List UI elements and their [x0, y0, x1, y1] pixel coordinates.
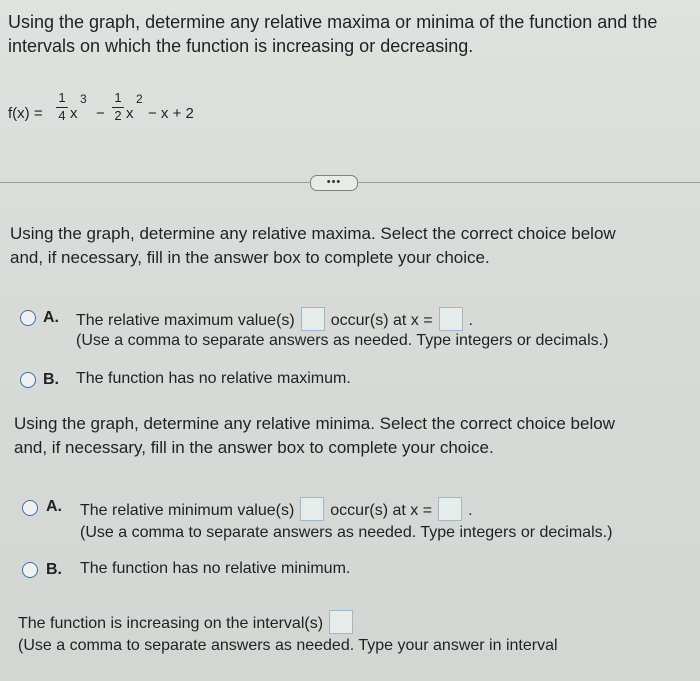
minima-option-b-letter: B. — [46, 561, 62, 578]
minima-a-text-middle: occur(s) at x = — [330, 502, 433, 519]
maxima-a-text-middle: occur(s) at x = — [330, 312, 433, 329]
exponent-2: 2 — [136, 92, 143, 106]
maxima-option-b-text: The function has no relative maximum. — [76, 370, 351, 387]
minima-prompt-line-2: and, if necessary, fill in the answer box to complete your choice. — [14, 438, 494, 457]
maxima-option-b-letter: B. — [43, 371, 59, 388]
fraction-numerator: 1 — [114, 90, 122, 105]
exponent-3: 3 — [80, 92, 87, 106]
formula-var-x: x — [70, 105, 78, 122]
increasing-prompt: The function is increasing on the interval(s) — [18, 615, 324, 632]
maxima-option-a-radio[interactable] — [20, 310, 36, 326]
maxima-x-input[interactable] — [439, 307, 463, 331]
maxima-a-text-before: The relative maximum value(s) — [76, 312, 295, 329]
formula-lhs: f(x) = — [8, 105, 43, 122]
minima-a-text-after: . — [468, 502, 473, 519]
minima-option-b-radio[interactable] — [22, 562, 38, 578]
increasing-text — [18, 610, 359, 634]
maxima-option-a-text — [76, 307, 473, 331]
fraction-denominator: 2 — [114, 108, 122, 123]
maxima-prompt-line-2: and, if necessary, fill in the answer box to complete your choice. — [10, 248, 490, 267]
minima-value-input[interactable] — [300, 497, 324, 521]
minima-a-text-before: The relative minimum value(s) — [80, 502, 295, 519]
fraction-numerator: 1 — [58, 90, 66, 105]
maxima-prompt — [10, 222, 616, 270]
maxima-option-a-note: (Use a comma to separate answers as needed. Type integers or decimals.) — [76, 332, 609, 349]
minima-option-a-text — [80, 497, 473, 521]
question-header — [8, 10, 657, 58]
maxima-value-input[interactable] — [301, 307, 325, 331]
increasing-interval-input[interactable] — [329, 610, 353, 634]
maxima-prompt-line-1: Using the graph, determine any relative maxima. Select the correct choice below — [10, 224, 616, 243]
minima-option-a-letter: A. — [46, 498, 62, 515]
minima-prompt — [14, 412, 615, 460]
increasing-note: (Use a comma to separate answers as needed. Type your answer in interval — [18, 637, 558, 654]
minima-option-a-note: (Use a comma to separate answers as needed. Type integers or decimals.) — [80, 524, 613, 541]
minima-x-input[interactable] — [438, 497, 462, 521]
minima-option-b-text: The function has no relative minimum. — [80, 560, 351, 577]
expand-more-button[interactable]: ••• — [310, 175, 358, 191]
maxima-option-a-letter: A. — [43, 309, 59, 326]
question-line-2: intervals on which the function is increasing or decreasing. — [8, 36, 474, 56]
question-line-1: Using the graph, determine any relative maxima or minima of the function and the — [8, 12, 658, 32]
formula-minus: − — [96, 105, 105, 122]
maxima-a-text-after: . — [468, 312, 473, 329]
formula-var-x: x — [126, 105, 134, 122]
fraction-denominator: 4 — [58, 108, 66, 123]
formula-tail: − x + 2 — [148, 105, 194, 122]
minima-option-a-radio[interactable] — [22, 500, 38, 516]
maxima-option-b-radio[interactable] — [20, 372, 36, 388]
minima-prompt-line-1: Using the graph, determine any relative minima. Select the correct choice below — [14, 414, 615, 433]
